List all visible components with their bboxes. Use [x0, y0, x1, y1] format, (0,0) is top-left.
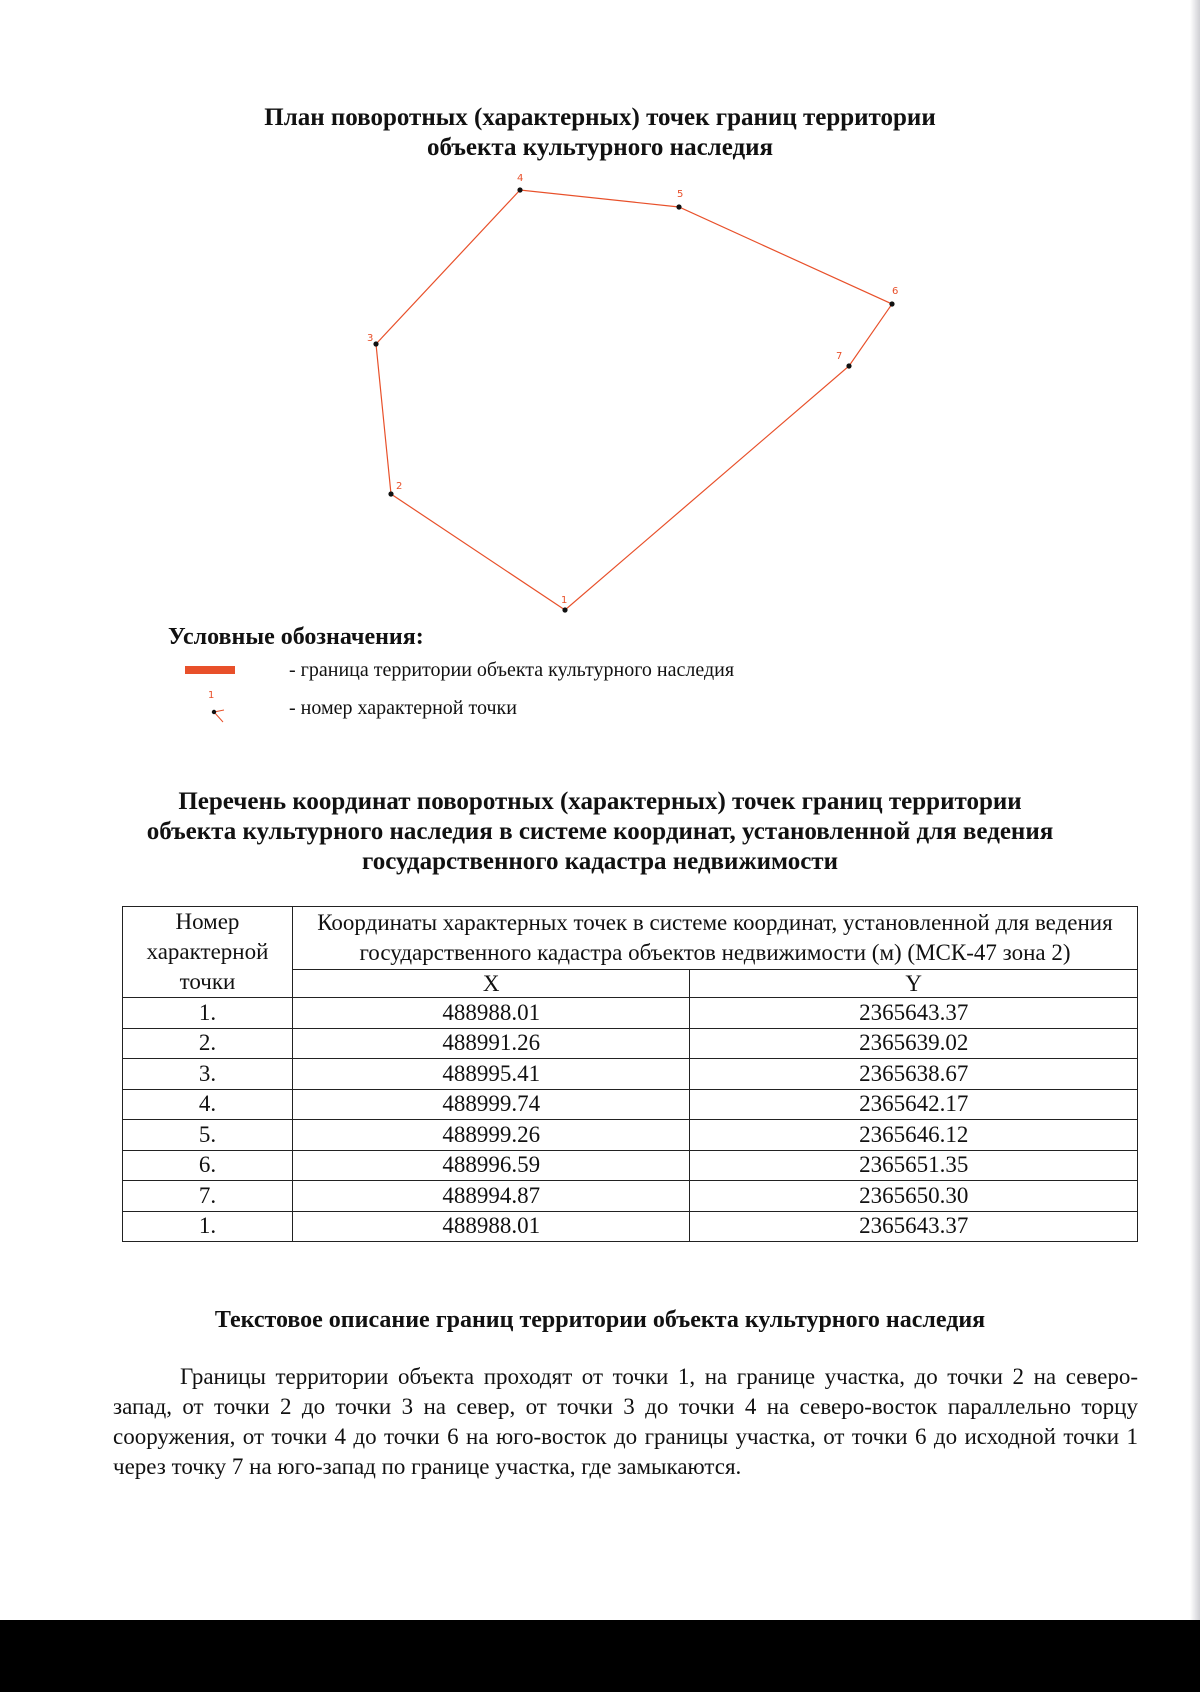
cell-point-number: 3. — [123, 1059, 293, 1090]
point-marker-icon — [185, 690, 245, 730]
cell-y: 2365639.02 — [690, 1028, 1138, 1059]
boundary-line-swatch — [185, 666, 235, 674]
table-row — [123, 1120, 1138, 1151]
cell-y: 2365643.37 — [690, 1211, 1138, 1242]
boundary-point-label: 3 — [367, 333, 374, 344]
cell-point-number: 6. — [123, 1150, 293, 1181]
cell-x: 488991.26 — [292, 1028, 690, 1059]
coordinates-table-body — [123, 998, 1138, 1242]
scan-bottom-band — [0, 1620, 1200, 1692]
table-row — [123, 1181, 1138, 1212]
header-coordinates: Координаты характерных точек в системе координат, установленной для ведения государственного кадастра объектов недвижимости (м) (МСК-47 зона 2) — [292, 907, 1137, 970]
boundary-point-marker — [676, 204, 681, 209]
table-row — [123, 1059, 1138, 1090]
cell-x: 488995.41 — [292, 1059, 690, 1090]
description-title: Текстовое описание границ территории объекта культурного наследия — [214, 1307, 986, 1333]
boundary-point-marker — [562, 607, 567, 612]
boundary-point-label: 6 — [892, 286, 899, 297]
boundary-point-marker — [517, 187, 522, 192]
header-y: Y — [690, 970, 1138, 998]
boundary-point-marker — [373, 341, 378, 346]
cell-point-number: 4. — [123, 1089, 293, 1120]
legend-boundary — [185, 652, 734, 688]
legend-point — [185, 690, 517, 726]
cell-x: 488996.59 — [292, 1150, 690, 1181]
header-point-number: Номер характерной точки — [123, 907, 293, 998]
table-row — [123, 1150, 1138, 1181]
boundary-point-label: 1 — [561, 595, 568, 606]
cell-point-number: 5. — [123, 1120, 293, 1151]
legend-point-symbol — [185, 690, 289, 726]
legend-title: Условные обозначения: — [168, 624, 424, 650]
table-row — [123, 1028, 1138, 1059]
cell-y: 2365642.17 — [690, 1089, 1138, 1120]
boundary-point-label: 4 — [517, 173, 524, 184]
header-x: X — [292, 970, 690, 998]
cell-x: 488999.74 — [292, 1089, 690, 1120]
table-row — [123, 998, 1138, 1029]
boundary-point-marker — [846, 363, 851, 368]
legend-boundary-symbol — [185, 652, 289, 688]
legend-point-label: 1 — [208, 690, 215, 701]
cell-y: 2365643.37 — [690, 998, 1138, 1029]
cell-point-number: 1. — [123, 998, 293, 1029]
cell-y: 2365646.12 — [690, 1120, 1138, 1151]
cell-point-number: 2. — [123, 1028, 293, 1059]
cell-point-number: 1. — [123, 1211, 293, 1242]
plan-title-line1: План поворотных (характерных) точек границ территории — [264, 104, 936, 131]
coordinates-title-line1: Перечень координат поворотных (характерных) точек границ территории — [178, 788, 1022, 815]
table-row — [123, 1089, 1138, 1120]
legend-point-text: - номер характерной точки — [289, 696, 517, 719]
scan-edge-shadow — [1190, 0, 1200, 1620]
boundary-point-marker — [388, 491, 393, 496]
description-text: Границы территории объекта проходят от точки 1, на границе участка, до точки 2 на северо-запад, от точки 2 до точки 3 на север, от точки 3 до точки 4 на северо-восток параллельно торцу сооружения, от точки 4 до точки 6 на юго-восток до границы участка, от точки 6 до исходной точки 1 через точку 7 на юго-запад по границе участка, где замыкаются. — [113, 1364, 1138, 1479]
cell-y: 2365650.30 — [690, 1181, 1138, 1212]
coordinates-title — [0, 787, 1200, 877]
boundary-point-label: 7 — [836, 351, 843, 362]
boundary-plan — [0, 0, 1200, 640]
boundary-point-label: 2 — [396, 481, 403, 492]
legend-boundary-text: - граница территории объекта культурного наследия — [289, 658, 735, 681]
plan-title-line2: объекта культурного наследия — [426, 134, 774, 161]
table-row — [123, 1211, 1138, 1242]
boundary-line — [376, 190, 892, 610]
cell-point-number: 7. — [123, 1181, 293, 1212]
cell-x: 488999.26 — [292, 1120, 690, 1151]
boundary-point-marker — [889, 301, 894, 306]
cell-x: 488994.87 — [292, 1181, 690, 1212]
cell-y: 2365638.67 — [690, 1059, 1138, 1090]
coordinates-title-line3: государственного кадастра недвижимости — [362, 848, 838, 875]
cell-x: 488988.01 — [292, 998, 690, 1029]
coordinates-title-line2: объекта культурного наследия в системе координат, установленной для ведения — [146, 818, 1054, 845]
boundary-point-label: 5 — [677, 189, 684, 200]
cell-x: 488988.01 — [292, 1211, 690, 1242]
coordinates-table — [122, 906, 1138, 1242]
cell-y: 2365651.35 — [690, 1150, 1138, 1181]
